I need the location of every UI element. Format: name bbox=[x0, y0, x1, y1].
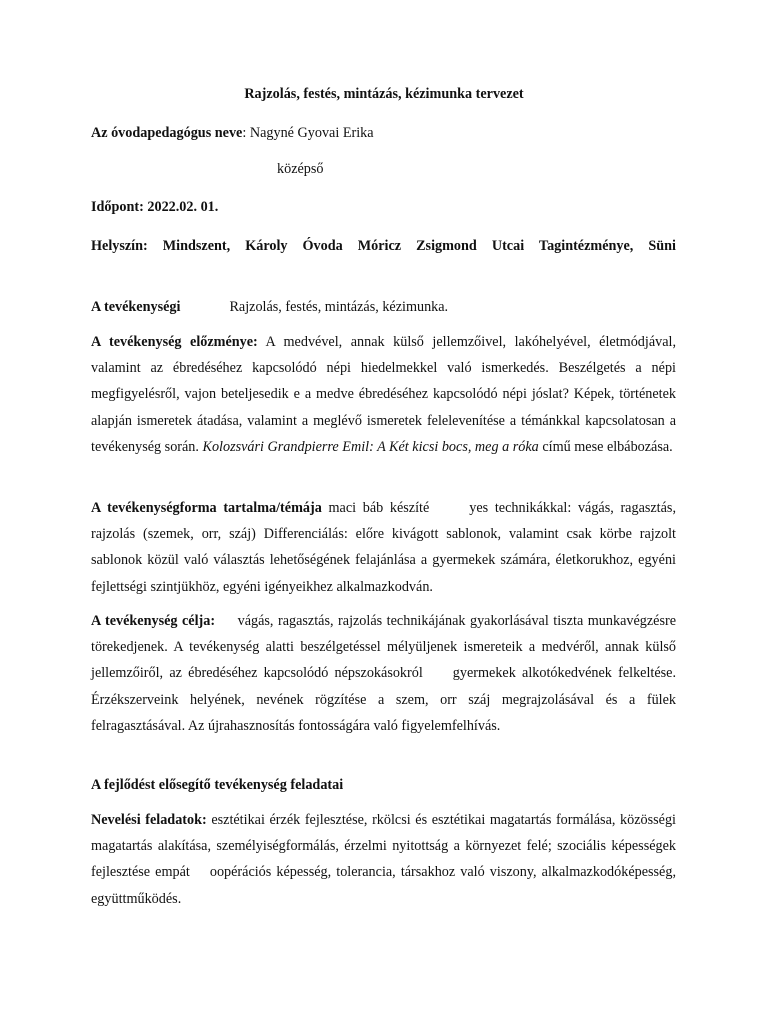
tasks-heading bbox=[91, 776, 676, 794]
teacher-label: Az óvodapedagógus neve bbox=[91, 125, 243, 141]
location-label: Helyszín: Mindszent, Károly Óvoda Móricz Zsigmond Utcai Tagintézménye, Süni bbox=[91, 238, 676, 254]
antecedent-text: A medvével, annak külső jellemzőivel, lakóhelyével, életmódjával, valamint az ébredéséhez kapcsolódó népi hiedelmekkel való ismerkedés. Beszélgetés a népi megfigyelésről, vajon beteljesedik e a medve ébredéséhez kapcsolódó népi jóslat? Képek, történetek alapján ismeretek átadása, valamint a meglévő ismeretek felelevenítése a témánkkal kapcsolatosan a tevékenység során. bbox=[91, 334, 676, 455]
tasks-paragraph bbox=[91, 807, 676, 912]
activity-value: Rajzolás, festés, mintázás, kézimunka. bbox=[229, 299, 449, 315]
location-line bbox=[91, 237, 676, 255]
group-value: középső bbox=[277, 161, 324, 177]
content-paragraph bbox=[91, 495, 676, 600]
goal-label: A tevékenység célja: bbox=[91, 613, 216, 629]
antecedent-tale-title: Kolozsvári Grandpierre Emil: A Két kicsi bocs, meg a róka bbox=[202, 438, 539, 455]
antecedent-label: A tevékenység előzménye: bbox=[91, 334, 258, 350]
goal-text-2: gyermekek alkotókedvének felkeltése. Érzékszerveink helyének, nevének rögzítése a szem, orr száj megrajzolásával és a fülek felragasztásával. Az újrahasznosítás fontosságára való figyelemfelhívás. bbox=[91, 665, 677, 734]
antecedent-paragraph bbox=[91, 329, 676, 460]
teacher-line bbox=[91, 124, 676, 142]
date-label: Időpont: 2022.02. 01. bbox=[91, 199, 219, 215]
tasks-text-3: oopérációs képesség, tolerancia, társakhoz való viszony, alkalmazkodóképesség, együttműködés. bbox=[91, 864, 676, 907]
teacher-name: Nagyné Gyovai Erika bbox=[249, 125, 374, 141]
antecedent-tail: című mese elbábozása. bbox=[538, 438, 673, 455]
activity-label: A tevékenységi bbox=[91, 299, 181, 315]
group-line bbox=[277, 160, 768, 178]
tasks-label: Nevelési feladatok: bbox=[91, 812, 207, 828]
teacher-separator: : bbox=[242, 125, 250, 141]
goal-paragraph bbox=[91, 608, 676, 739]
date-line bbox=[91, 198, 676, 216]
tasks-text-1: esztétikai érzék fejlesztése, bbox=[206, 812, 373, 828]
goal-text-1: vágás, ragasztás, rajzolás technikájának gyakorlásával tiszta munkavégzésre törekedjenek. A tevékenység alatti beszélgetéssel mélyüljenek ismereteik a medvéről, annak külső jellemzőiről, az ébredéséhez kapcsolódó népszokásokról bbox=[91, 613, 676, 682]
content-text-2: yes technikákkal: vágás, ragasztás, rajzolás (szemek, orr, száj) Differenciálás: előre kivágott sablonok, valamint csak körbe rajzolt sablonok közül való választás lehetőségének felajánlása a gyermekek számára, életkorukhoz, egyéni fejlettségi szintjükhöz, egyéni igényeikhez alkalmazkodván. bbox=[91, 500, 676, 595]
activity-line bbox=[91, 298, 676, 316]
content-text-1: maci báb készíté bbox=[321, 500, 430, 516]
tasks-text-2: rkölcsi és esztétikai magatartás formálása, közösségi magatartás alakítása, személyiségformálás, érzelmi nyitottság a környezet felé; szociális képességek fejlesztése empát bbox=[91, 812, 676, 881]
content-label: A tevékenységforma tartalma/témája bbox=[91, 500, 322, 516]
tasks-heading-text: A fejlődést elősegítő tevékenység feladatai bbox=[91, 777, 344, 793]
document-title: Rajzolás, festés, mintázás, kézimunka tervezet bbox=[244, 86, 524, 102]
